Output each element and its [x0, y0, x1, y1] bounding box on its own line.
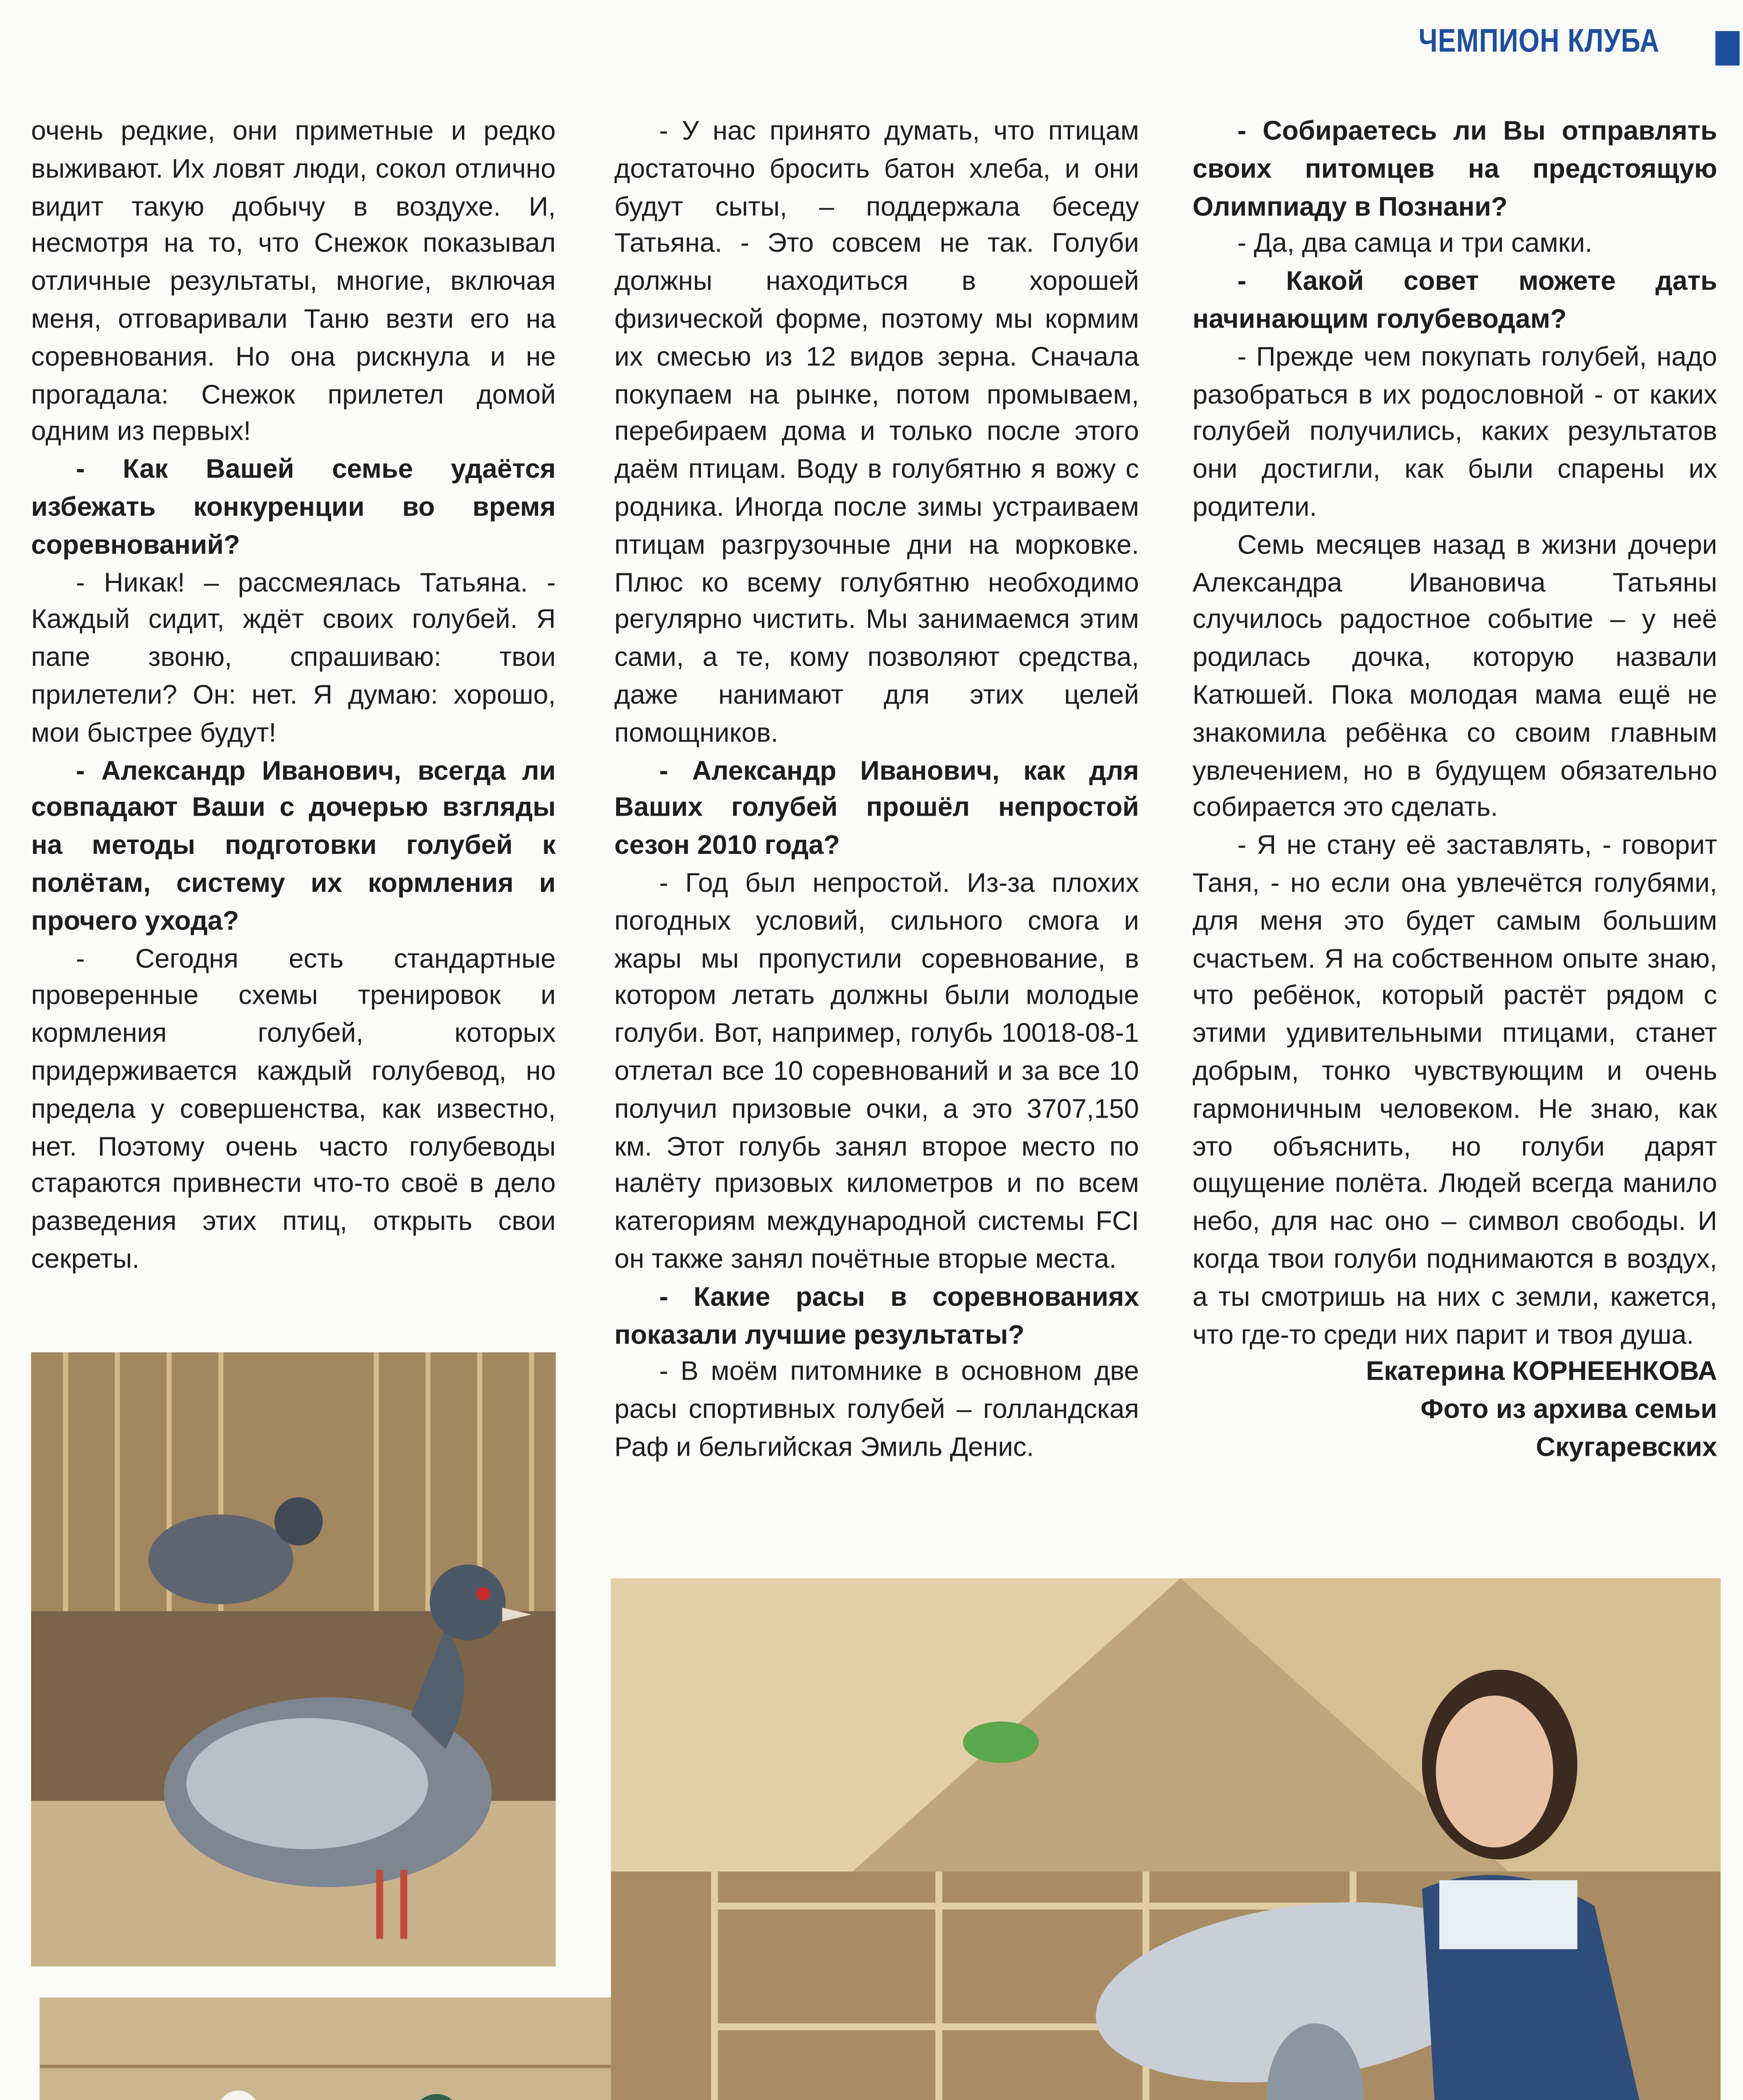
photo-credit-line-1: Фото из архива семьи	[1420, 1395, 1717, 1425]
answer-paragraph: - Да, два самца и три самки.	[1237, 230, 1593, 260]
section-title: ЧЕМПИОН КЛУБА	[1418, 24, 1660, 60]
question-paragraph: - Как Вашей семье удаётся избежать конкуренции во время соревнований?	[31, 455, 556, 560]
section-marker	[1715, 31, 1740, 66]
photo-girl-feeding-pigeons	[611, 1578, 1721, 2100]
question-paragraph: - Какой совет можете дать начинающим голубеводам?	[1192, 268, 1717, 335]
photo-two-pigeons	[31, 1352, 556, 1966]
answer-paragraph: - Я не стану её заставлять, - говорит Таня, - но если она увлечётся голубями, для меня это будет самым большим счастьем. Я на собственном опыте знаю, что ребёнок, который растёт рядом с этими удивительными птицами, станет добрым, тонко чувствующим и очень гармоничным человеком. Не знаю, как это объяснить, но голуби дарят ощущение полёта. Людей всегда манило небо, для нас оно – символ свободы. И когда твои голуби поднимаются в воздух, а ты смотришь на них с земли, кажется, что где-то среди них парит и твоя душа.	[1192, 832, 1717, 1350]
question-paragraph: - Собираетесь ли Вы отправлять своих питомцев на предстоящую Олимпиаду в Познани?	[1192, 117, 1717, 222]
answer-paragraph: - В моём питомнике в основном две расы спортивных голубей – голландская Раф и бельгийская Эмиль Денис.	[614, 1358, 1139, 1463]
answer-paragraph: - Никак! – рассмеялась Татьяна. - Каждый сидит, ждёт своих голубей. Я папе звоню, спрашиваю: твои прилетели? Он: нет. Я думаю: хорошо, мои быстрее будут!	[31, 568, 556, 748]
author-credit: Екатерина КОРНЕЕНКОВА	[1366, 1358, 1717, 1388]
answer-paragraph: - Год был непростой. Из-за плохих погодных условий, сильного смога и жары мы пропустили соревнование, в котором летать должны были молодые голуби. Вот, например, голубь 10018-08-1 отлетал все 10 соревнований и за все 10 получил призовые очки, а это 3707,150 км. Этот голубь занял второе место по налёту призовых километров и по всем категориям международной системы FCI он также занял почётные вторые места.	[614, 869, 1139, 1275]
answer-paragraph: очень редкие, они приметные и редко выживают. Их ловят люди, сокол отлично видит такую добычу в воздухе. И, несмотря на то, что Снежок показывал отличные результаты, многие, включая меня, отговаривали Таню везти его на соревнования. Но она рискнула и не прогадала: Снежок прилетел домой одним из первых!	[31, 117, 556, 448]
text-column-1	[31, 114, 556, 1279]
text-column-3	[1192, 114, 1717, 1467]
answer-paragraph: - Сегодня есть стандартные проверенные схемы тренировок и кормления голубей, которых придерживается каждый голубевод, но предела у совершенства, как известно, нет. Поэтому очень часто голубеводы стараются привнести что-то своё в дело разведения этих птиц, открыть свои секреты.	[31, 944, 556, 1275]
answer-paragraph: - Прежде чем покупать голубей, надо разобраться в их родословной - от каких голубей получились, каких результатов они достигли, как были спарены их родители.	[1192, 343, 1717, 523]
question-paragraph: - Какие расы в соревнованиях показали лучшие результаты?	[614, 1283, 1139, 1350]
photo-pigeon-group	[40, 1998, 708, 2100]
photo-credit-line-2: Скугаревских	[1536, 1433, 1717, 1463]
answer-paragraph: Семь месяцев назад в жизни дочери Александра Ивановича Татьяны случилось радостное событие – у неё родилась дочка, которую назвали Катюшей. Пока молодая мама ещё не знакомила ребёнка со своим главным увлечением, но в будущем обязательно собирается это сделать.	[1192, 530, 1717, 824]
text-column-2	[614, 114, 1139, 1467]
question-paragraph: - Александр Иванович, как для Ваших голубей прошёл непростой сезон 2010 года?	[614, 756, 1139, 861]
answer-paragraph: - У нас принято думать, что птицам достаточно бросить батон хлеба, и они будут сыты, – поддержала беседу Татьяна. - Это совсем не так. Голуби должны находиться в хорошей физической форме, поэтому мы кормим их смесью из 12 видов зерна. Сначала покупаем на рынке, потом промываем, перебираем дома и только после этого даём птицам. Воду в голубятню я вожу с родника. Иногда после зимы устраиваем птицам разгрузочные дни на морковке. Плюс ко всему голубятню необходимо регулярно чистить. Мы занимаемся этим сами, а те, кому позволяют средства, даже нанимают для этих целей помощников.	[614, 117, 1139, 748]
question-paragraph: - Александр Иванович, всегда ли совпадают Ваши с дочерью взгляды на методы подготовки голубей к полётам, систему их кормления и прочего ухода?	[31, 756, 556, 937]
column-3-body	[1192, 114, 1717, 1354]
